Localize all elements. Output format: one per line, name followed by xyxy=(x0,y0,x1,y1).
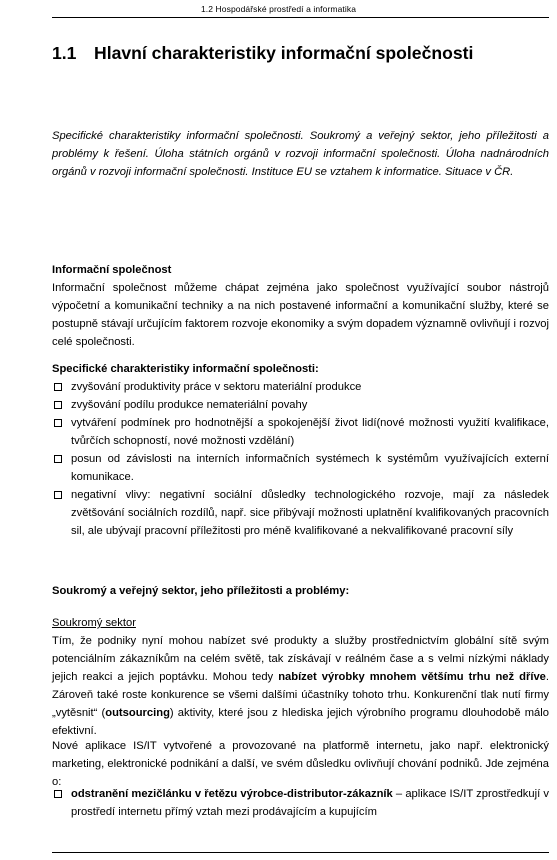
chapter-number: 1.1 xyxy=(52,43,77,63)
section-sectors-heading xyxy=(52,582,549,600)
list-item-text: posun od závislosti na interních informačních systémech k systémům využívajících externí komunikace. xyxy=(71,453,549,483)
bullet-list xyxy=(52,378,549,540)
running-head: 1.2 Hospodářské prostředí a informatika xyxy=(200,4,357,14)
square-bullet-icon xyxy=(54,790,62,798)
square-bullet-icon xyxy=(54,383,62,391)
square-bullet-icon xyxy=(54,455,62,463)
section-private-bullets xyxy=(52,785,549,821)
subsection-heading: Soukromý sektor xyxy=(52,617,136,629)
list-item xyxy=(52,450,549,486)
paragraph: Nové aplikace IS/IT vytvořené a provozované na platformě internetu, jako např. elektronický marketing, elektronické podnikání a další, ve svém důsledku ovlivňují chování podniků. Jde zejména o: xyxy=(52,740,549,788)
bold-text: odstranění mezičlánku v řetězu výrobce-distributor-zákazník xyxy=(71,788,393,800)
list-item xyxy=(52,378,549,396)
list-item-text: vytváření podmínek pro hodnotnější a spokojenější život lidí(nové možnosti využití kvalifikace, tvůrčích schopností, nové možnosti vzdělání) xyxy=(71,417,549,447)
list-item xyxy=(52,785,549,821)
bold-text: nabízet výrobky mnohem většímu trhu než dříve xyxy=(278,671,546,683)
list-item xyxy=(52,396,549,414)
section-apps-paragraph xyxy=(52,737,549,791)
chapter-title-text: Hlavní charakteristiky informační společnosti xyxy=(94,43,474,63)
list-item xyxy=(52,414,549,450)
section-private-sector xyxy=(52,614,549,740)
footer-rule xyxy=(52,852,549,853)
chapter-title xyxy=(52,43,549,64)
list-item xyxy=(52,486,549,540)
square-bullet-icon xyxy=(54,401,62,409)
header-rule xyxy=(52,17,549,18)
square-bullet-icon xyxy=(54,419,62,427)
list-item-text: zvyšování produktivity práce v sektoru materiální produkce xyxy=(71,381,362,393)
text-run: ) aktivity, které jsou z hlediska jejich výrobního programu dlouhodobě málo efektivní. xyxy=(52,707,549,737)
list-item-text: zvyšování podílu produkce nemateriální povahy xyxy=(71,399,308,411)
section-specific-characteristics xyxy=(52,360,549,540)
paragraph xyxy=(52,632,549,740)
section-heading: Informační společnost xyxy=(52,264,172,276)
bullet-list xyxy=(52,785,549,821)
text-run: – aplikace IS/IT zprostředkují v prostředí internetu přímý vztah mezi prodávajícím a kupujícím xyxy=(71,788,549,818)
section-heading: Soukromý a veřejný sektor, jeho příležitosti a problémy: xyxy=(52,585,350,597)
square-bullet-icon xyxy=(54,491,62,499)
paragraph: Informační společnost můžeme chápat zejména jako společnost využívající soubor nástrojů výpočetní a komunikační techniky a na nich postavené informační a komunikační služby, které se postupně stávají určujícím faktorem rozvoje ekonomiky a svým dopadem významně ovlivňují i rozvoj celé společnosti. xyxy=(52,282,549,348)
section-heading: Specifické charakteristiky informační společnosti: xyxy=(52,363,319,375)
section-info-society xyxy=(52,261,549,351)
list-item-text: negativní vlivy: negativní sociální důsledky technologického rozvoje, mají za následek zvětšování sociálních rozdílů, např. sice přibývají možnosti uplatnění kvalifikovaných pracovních sil, ale ubývají pracovní příležitosti pro méně kvalifikované a nekvalifikované pracovní síly xyxy=(71,489,549,537)
text-run: Tím, že podniky nyní mohou nabízet své produkty a služby prostřednictvím globální sítě svým potenciálním zákazníkům na celém světě, tak získávají v reálném čase a s velmi nízkými náklady jejich reakci a jejich poptávku. Mohou tedy xyxy=(52,635,549,683)
chapter-abstract: Specifické charakteristiky informační společnosti. Soukromý a veřejný sektor, jeho příležitosti a problémy k řešení. Úloha státních orgánů v rozvoji informační společnosti. Úloha nadnárodních orgánů v rozvoji informační společnosti. Instituce EU se vztahem k informatice. Situace v ČR. xyxy=(52,130,549,178)
bold-text: outsourcing xyxy=(105,707,170,719)
text-run: . Zároveň také roste konkurence se všemi dalšími účastníky tohoto trhu. Konkurenční tlak nutí firmy „vytěsnit“ ( xyxy=(52,671,549,719)
